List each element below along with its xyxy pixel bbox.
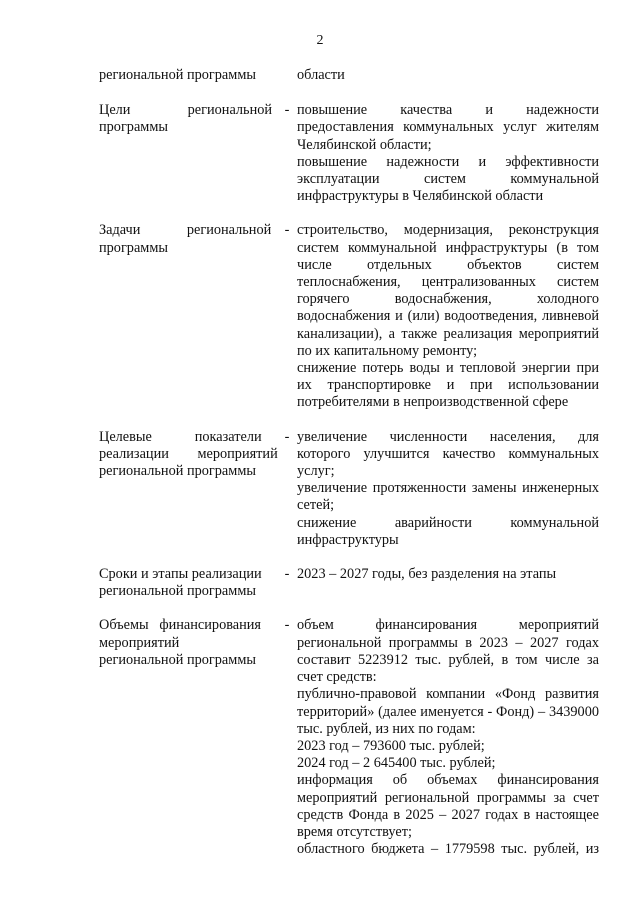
- row-dash: -: [284, 566, 290, 583]
- value-paragraph: строительство, модернизация, реконструкция систем коммунальной инфраструктуры (в том числе отдельных объектов систем теплоснабжения, централизованных систем горячего водоснабжения, холодного водоснабжения и (или) водоотведения, ливневой канализации), а также реализация мероприятий по их капитальному ремонту;: [297, 222, 599, 359]
- row-label-line: Целевые показатели: [99, 428, 262, 445]
- passport-row-funding: [99, 617, 599, 858]
- row-label: [99, 222, 280, 411]
- value-paragraph: снижение потерь воды и тепловой энергии при их транспортировке и при использовании потребителями в непроизводственной сфере: [297, 360, 599, 411]
- program-passport-table: [99, 67, 599, 858]
- row-label-line: Объемы финансирования: [99, 617, 261, 634]
- row-label: [99, 566, 280, 600]
- passport-row-terms: [99, 566, 599, 600]
- row-label-line: мероприятий: [99, 634, 180, 651]
- row-value: [294, 102, 599, 205]
- value-paragraph: повышение надежности и эффективности эксплуатации систем коммунальной инфраструктуры в Челябинской области: [297, 153, 599, 205]
- row-label-line: программы: [99, 239, 169, 256]
- row-value: [294, 429, 599, 549]
- value-paragraph: 2024 год – 2 645400 тыс. рублей;: [297, 755, 496, 772]
- row-dash: -: [284, 617, 290, 634]
- value-paragraph: увеличение протяженности замены инженерных сетей;: [297, 480, 599, 514]
- row-label: [99, 617, 280, 858]
- value-paragraph: области: [297, 67, 345, 83]
- row-value: [294, 67, 599, 84]
- value-paragraph: 2023 год – 793600 тыс. рублей;: [297, 737, 485, 754]
- row-label: [99, 67, 280, 84]
- row-value: [294, 566, 599, 600]
- passport-row-continuation: [99, 67, 599, 84]
- row-value: [294, 617, 599, 858]
- row-label-line: региональной программы: [99, 583, 256, 600]
- row-label-line: программы: [99, 119, 169, 136]
- value-paragraph: снижение аварийности коммунальной инфраструктуры: [297, 514, 599, 548]
- row-label-line: Цели региональной: [99, 102, 273, 119]
- row-label-line: региональной программы: [99, 651, 256, 668]
- row-value: [294, 222, 599, 411]
- value-paragraph: объем финансирования мероприятий региональной программы в 2023 – 2027 годах составит 5223912 тыс. рублей, в том числе за счет средств:: [297, 617, 599, 686]
- row-label-line: региональной программы: [99, 463, 256, 480]
- passport-row-indicators: [99, 429, 599, 549]
- row-dash: -: [284, 428, 290, 445]
- row-label-line: региональной программы: [99, 67, 256, 83]
- value-paragraph: 2023 – 2027 годы, без разделения на этапы: [297, 566, 557, 583]
- row-dash: [280, 67, 294, 84]
- row-dash: -: [284, 102, 290, 119]
- value-paragraph: областного бюджета – 1779598 тыс. рублей, из: [297, 841, 599, 858]
- passport-row-goals: [99, 102, 599, 205]
- row-dash: -: [284, 222, 290, 239]
- row-label-line: реализации мероприятий: [99, 445, 278, 462]
- row-label: [99, 429, 280, 549]
- value-paragraph: повышение качества и надежности предоставления коммунальных услуг жителям Челябинской области;: [297, 102, 599, 153]
- row-label-line: Сроки и этапы реализации: [99, 566, 262, 583]
- passport-row-tasks: [99, 222, 599, 411]
- value-paragraph: публично-правовой компании «Фонд развития территорий» (далее именуется - Фонд) – 3439000 тыс. рублей, из них по годам:: [297, 686, 599, 737]
- page-number: 2: [316, 33, 324, 48]
- row-label: [99, 102, 280, 205]
- value-paragraph: увеличение численности населения, для которого улучшится качество коммунальных услуг;: [297, 428, 599, 480]
- value-paragraph: информация об объемах финансирования мероприятий региональной программы за счет средств Фонда в 2025 – 2027 годах в настоящее время отсутствует;: [297, 772, 599, 840]
- row-label-line: Задачи региональной: [99, 222, 272, 239]
